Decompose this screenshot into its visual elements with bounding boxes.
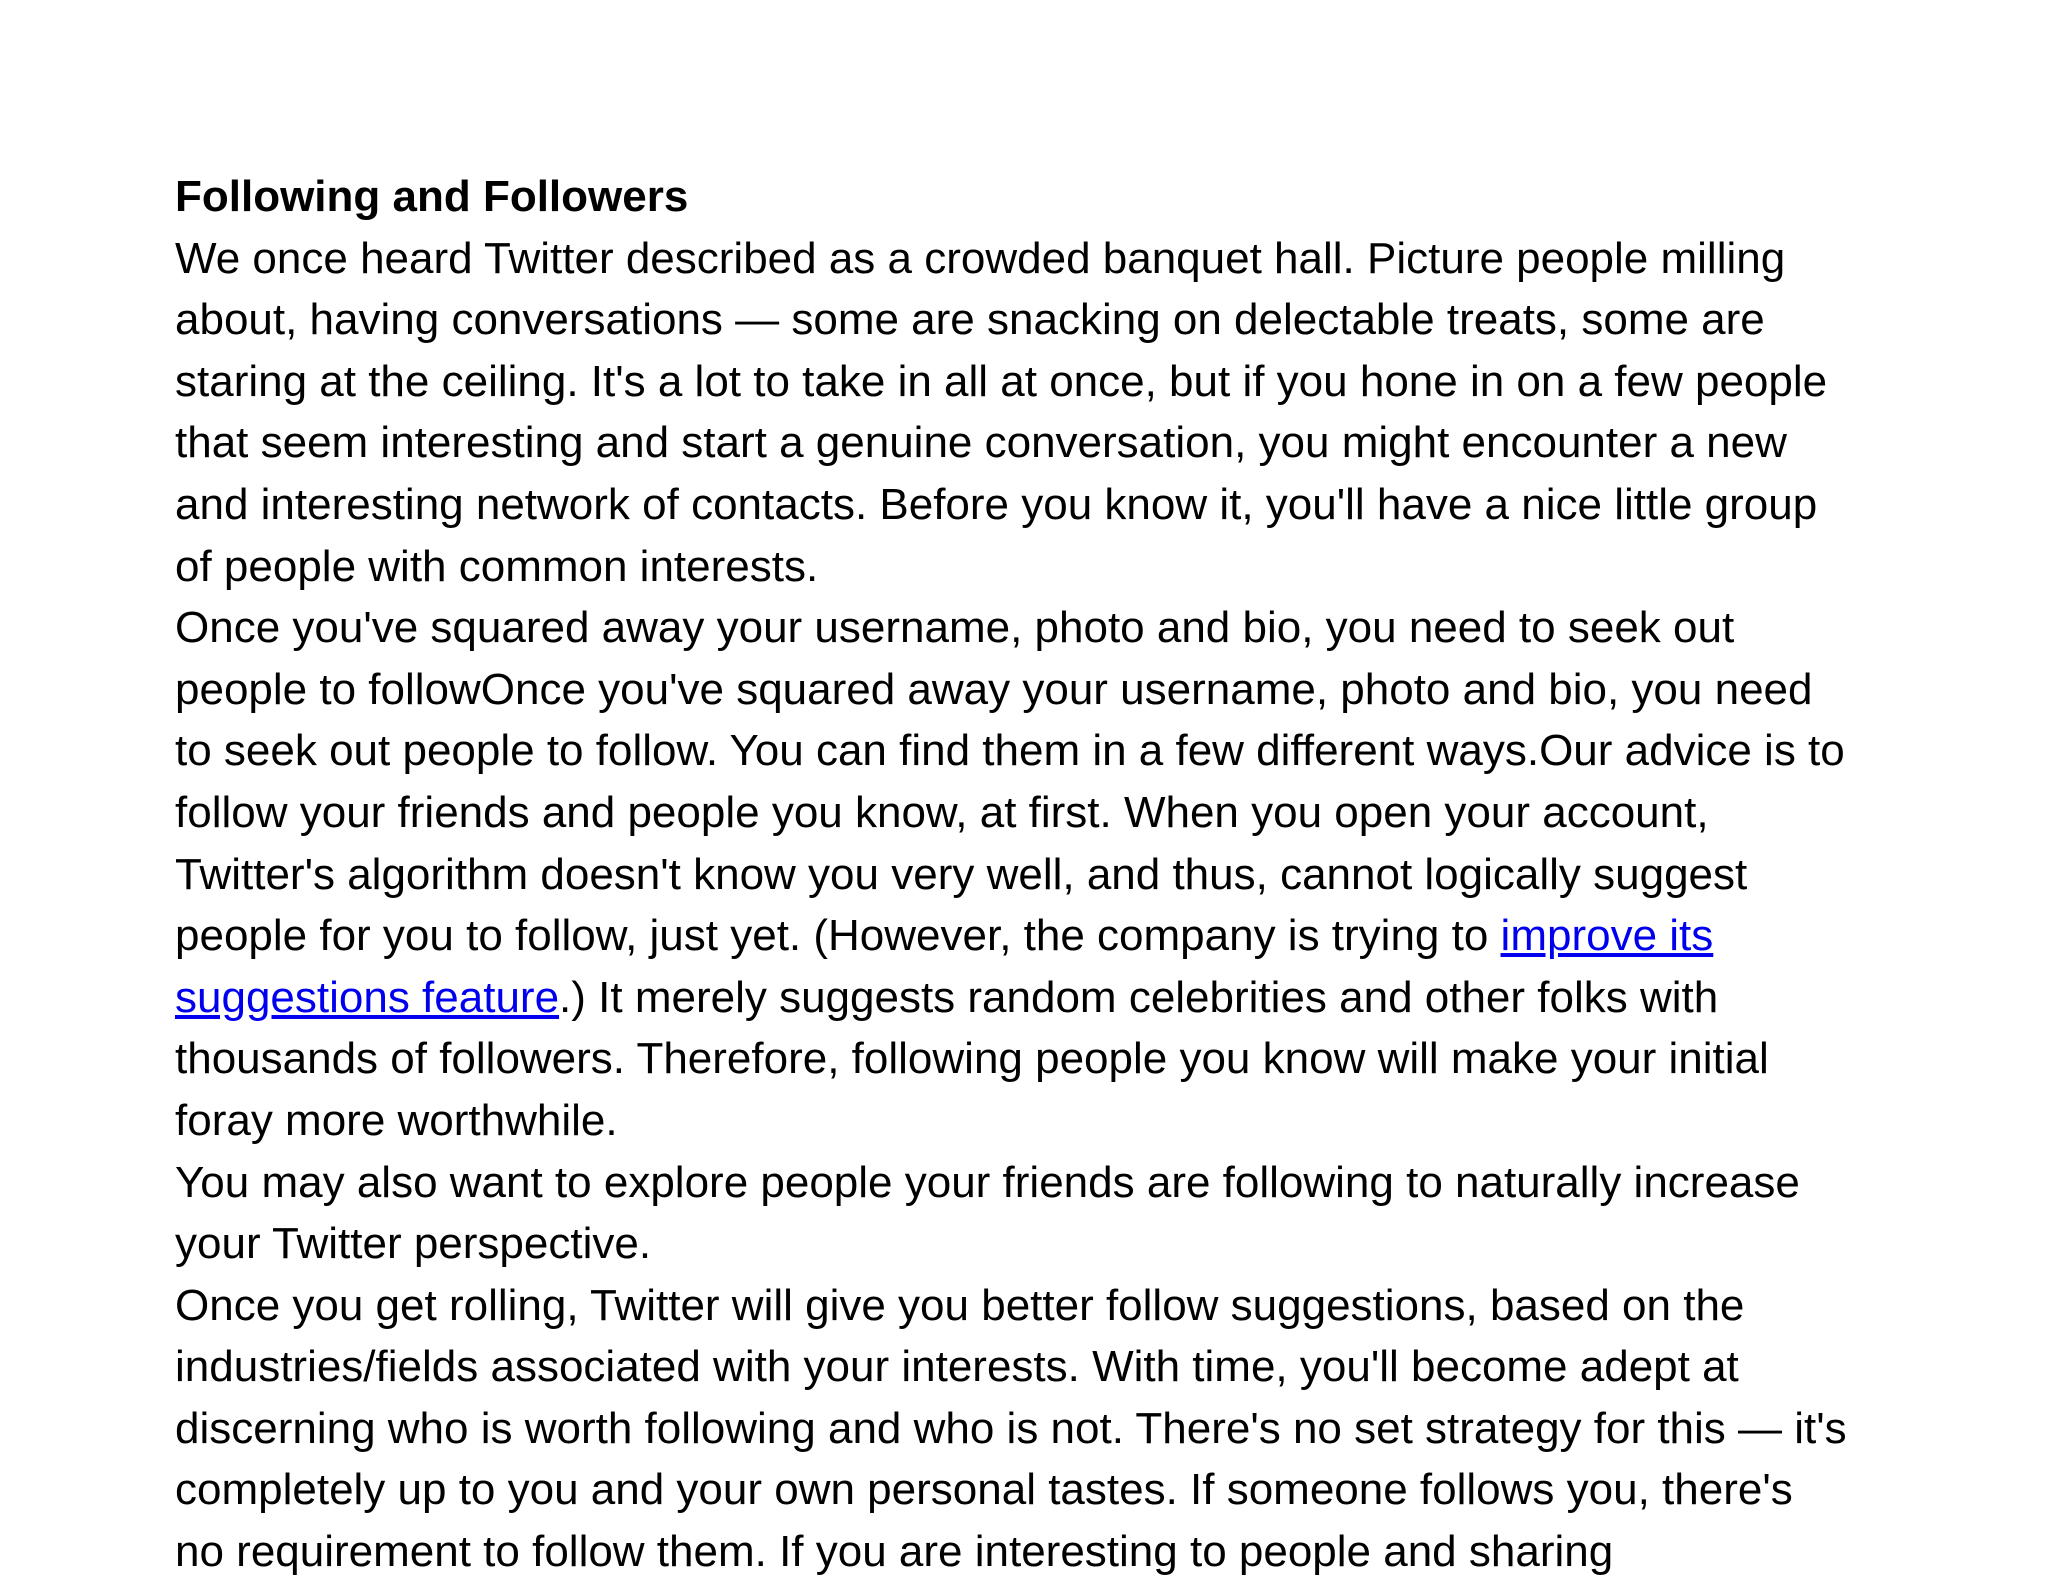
paragraph-banquet-hall [175, 228, 2020, 598]
text-line: of people with common interests. [175, 541, 819, 591]
text-body [175, 166, 2020, 1583]
paragraph-seek-people [175, 597, 2020, 1151]
text-line: thousands of followers. Therefore, following people you know will make your initial [175, 1034, 1769, 1084]
text-line: that seem interesting and start a genuine conversation, you might encounter a new [175, 418, 1787, 468]
section-heading: Following and Followers [175, 172, 689, 221]
text-line: follow your friends and people you know, at first. When you open your account, [175, 787, 1709, 837]
text-line: industries/fields associated with your interests. With time, you'll become adept at [175, 1342, 1739, 1392]
text-after-link: .) It merely suggests random celebrities and other folks with [559, 972, 1719, 1022]
text-line-with-link [175, 967, 2020, 1029]
paragraph-explore-friends [175, 1152, 2020, 1275]
text-line: to seek out people to follow. You can find them in a few different ways.Our advice is to [175, 726, 1845, 776]
text-before-link: people for you to follow, just yet. (However, the company is trying to [175, 911, 1501, 961]
improve-suggestions-link-continued[interactable]: suggestions feature [175, 972, 560, 1022]
text-line: and interesting network of contacts. Before you know it, you'll have a nice little group [175, 479, 1818, 529]
text-line: staring at the ceiling. It's a lot to take in all at once, but if you hone in on a few people [175, 356, 1828, 406]
text-line: We once heard Twitter described as a crowded banquet hall. Picture people milling [175, 233, 1786, 283]
improve-suggestions-link[interactable]: improve its [1500, 911, 1714, 961]
text-line: completely up to you and your own personal tastes. If someone follows you, there's [175, 1465, 1793, 1515]
text-line: Once you get rolling, Twitter will give you better follow suggestions, based on the [175, 1280, 1745, 1330]
text-line: discerning who is worth following and who is not. There's no set strategy for this — it's [175, 1403, 1847, 1453]
text-line: foray more worthwhile. [175, 1095, 618, 1145]
text-line: about, having conversations — some are snacking on delectable treats, some are [175, 295, 1765, 345]
text-line: your Twitter perspective. [175, 1219, 652, 1269]
text-line: no requirement to follow them. If you are interesting to people and sharing [175, 1527, 1614, 1577]
text-line: You may also want to explore people your friends are following to naturally increase [175, 1157, 1800, 1207]
text-line: Twitter's algorithm doesn't know you very well, and thus, cannot logically suggest [175, 849, 1748, 899]
text-line: people to followOnce you've squared away your username, photo and bio, you need [175, 664, 1813, 714]
paragraph-follow-suggestions [175, 1275, 2020, 1583]
text-line-with-link [175, 905, 2020, 967]
text-line: Once you've squared away your username, photo and bio, you need to seek out [175, 603, 1735, 653]
